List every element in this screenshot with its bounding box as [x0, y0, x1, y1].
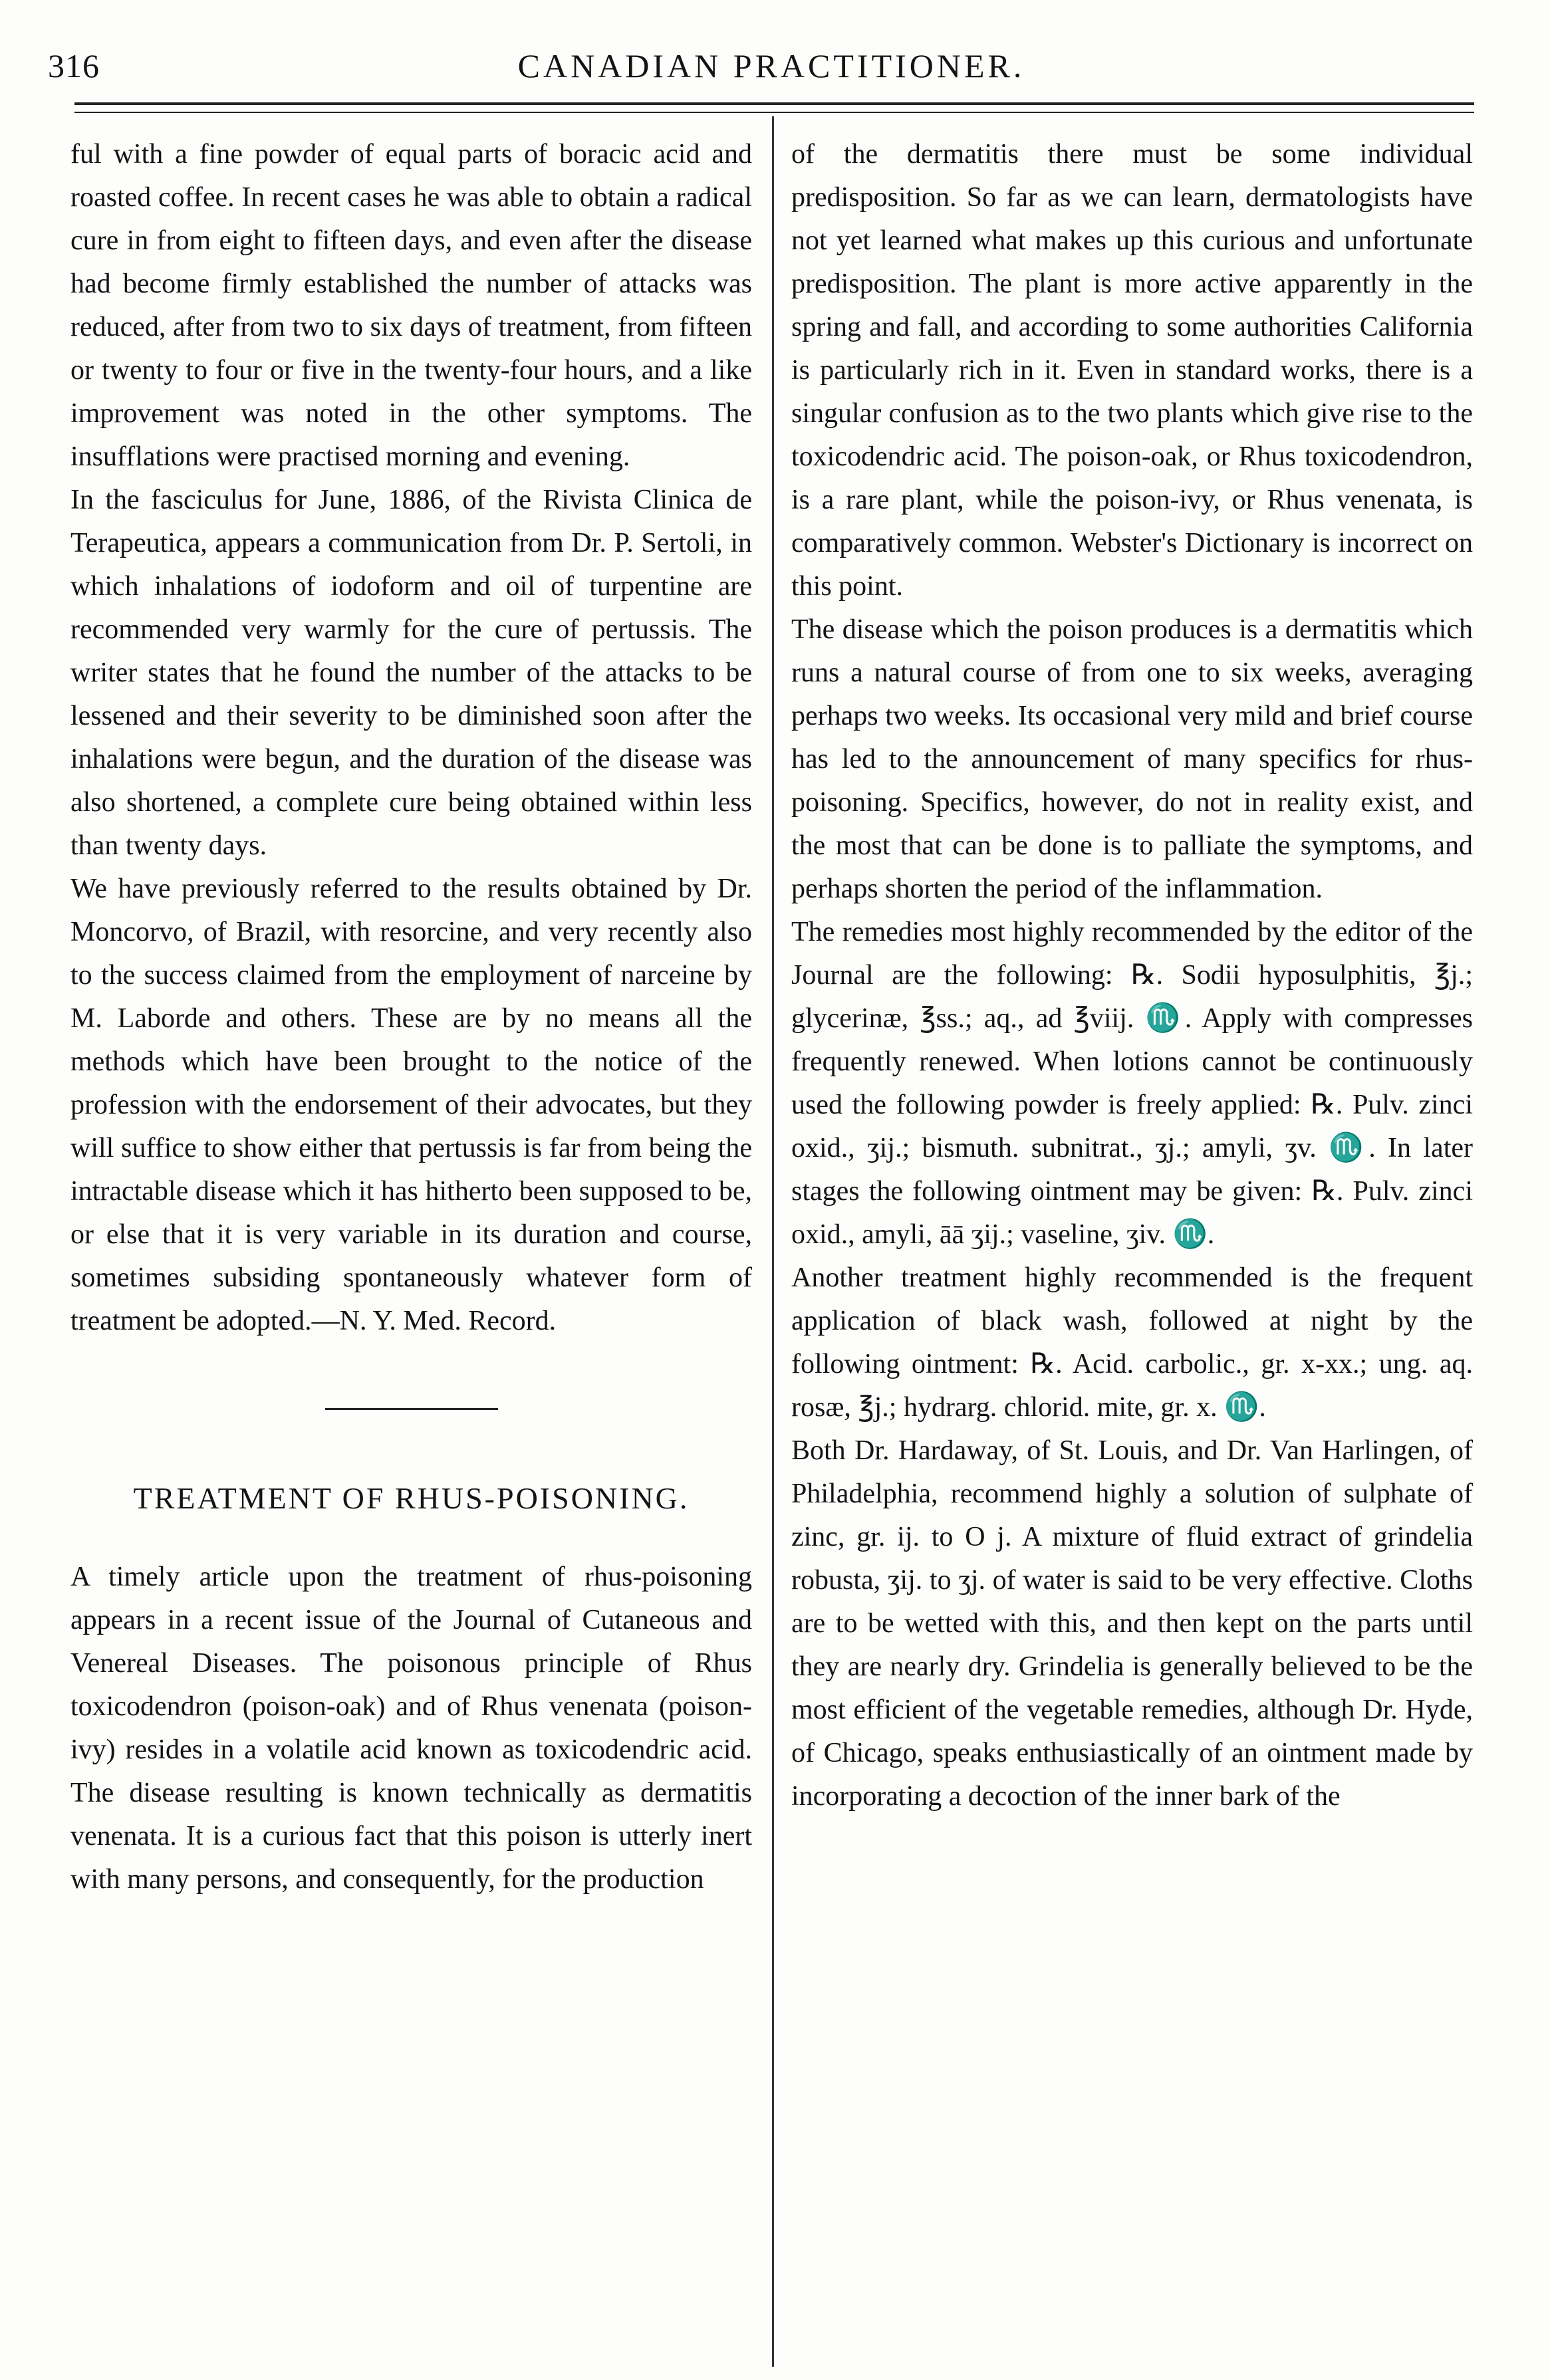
right-paragraph-1: of the dermatitis there must be some individual predisposition. So far as we can learn, dermatologists have not yet learned what makes up this curious and unfortunate predisposition. The plant is more active apparently in the spring and fall, and according to some authorities California is particularly rich in it. Even in standard works, there is a singular confusion as to the two plants which give rise to the toxicodendric acid. The poison-oak, or Rhus toxicodendron, is a rare plant, while the poison-ivy, or Rhus venenata, is comparatively common. Webster's Dictionary is incorrect on this point.	[791, 139, 1473, 602]
right-paragraph-3: The remedies most highly recommended by the editor of the Journal are the following: ℞. Sodii hyposulphitis, ℥j.; glycerinæ, ℥ss.; aq., ad ℥viij. ♏. Apply with compresses frequently renewed. When lotions cannot be continuously used the following powder is freely applied: ℞. Pulv. zinci oxid., ʒij.; bismuth. subnitrat., ʒj.; amyli, ʒv. ♏. In later stages the following ointment may be given: ℞. Pulv. zinci oxid., amyli, āā ʒij.; vaseline, ʒiv. ♏.	[791, 917, 1473, 1250]
right-paragraph-5: Both Dr. Hardaway, of St. Louis, and Dr. Van Harlingen, of Philadelphia, recommend highly a solution of sulphate of zinc, gr. ij. to O j. A mixture of fluid extract of grindelia robusta, ʒij. to ʒj. of water is said to be very effective. Cloths are to be wetted with this, and then kept on the parts until they are nearly dry. Grindelia is generally believed to be the most efficient of the vegetable remedies, although Dr. Hyde, of Chicago, speaks enthusiastically of an ointment made by incorporating a decoction of the inner bark of the	[791, 1435, 1473, 1812]
header-rule-thin	[74, 112, 1474, 113]
page-number: 316	[48, 47, 100, 84]
left-paragraph-3: We have previously referred to the results obtained by Dr. Moncorvo, of Brazil, with resorcine, and very recently also to the success claimed from the employment of narceine by M. Laborde and others. These are by no means all the methods which have been brought to the notice of the profession with the endorsement of their advocates, but they will suffice to show either that pertussis is far from being the intractable disease which it has hitherto been supposed to be, or else that it is very variable in its duration and course, sometimes subsiding spontaneously whatever form of treatment be adopted.—N. Y. Med. Record.	[70, 874, 752, 1336]
left-paragraph-2: In the fasciculus for June, 1886, of the Rivista Clinica de Terapeutica, appears a communication from Dr. P. Sertoli, in which inhalations of iodoform and oil of turpentine are recommended very warmly for the cure of pertussis. The writer states that he found the number of the attacks to be lessened and their severity to be diminished soon after the inhalations were begun, and the duration of the disease was also shortened, a complete cure being obtained within less than twenty days.	[70, 485, 752, 861]
page-header	[40, 25, 1503, 92]
section-title: TREATMENT OF RHUS-POISONING.	[133, 1481, 690, 1515]
column-divider	[772, 116, 774, 2367]
right-paragraph-4: Another treatment highly recommended is the frequent application of black wash, followed at night by the following ointment: ℞. Acid. carbolic., gr. x-xx.; ung. aq. rosæ, ℥j.; hydrarg. chlorid. mite, gr. x. ♏.	[791, 1262, 1473, 1423]
section-paragraph: A timely article upon the treatment of rhus-poisoning appears in a recent issue of the Journal of Cutaneous and Venereal Diseases. The poisonous principle of Rhus toxicodendron (poison-oak) and of Rhus venenata (poison-ivy) resides in a volatile acid known as toxicodendric acid. The disease resulting is known technically as dermatitis venenata. It is a curious fact that this poison is utterly inert with many persons, and consequently, for the production	[70, 1562, 752, 1895]
header-rule-thick	[74, 102, 1474, 105]
left-column	[70, 133, 752, 1901]
left-paragraph-1: ful with a fine powder of equal parts of boracic acid and roasted coffee. In recent cases he was able to obtain a radical cure in from eight to fifteen days, and even after the disease had become firmly established the number of attacks was reduced, after from two to six days of treatment, from fifteen or twenty to four or five in the twenty-four hours, and a like improvement was noted in the other symptoms. The insufflations were practised morning and evening.	[70, 139, 752, 472]
section-separator	[325, 1408, 498, 1410]
running-head: CANADIAN PRACTITIONER.	[517, 47, 1025, 84]
right-column	[791, 133, 1473, 1818]
right-paragraph-2: The disease which the poison produces is a dermatitis which runs a natural course of from one to six weeks, averaging perhaps two weeks. Its occasional very mild and brief course has led to the announcement of many specifics for rhus-poisoning. Specifics, however, do not in reality exist, and the most that can be done is to palliate the symptoms, and perhaps shorten the period of the inflammation.	[791, 614, 1473, 904]
